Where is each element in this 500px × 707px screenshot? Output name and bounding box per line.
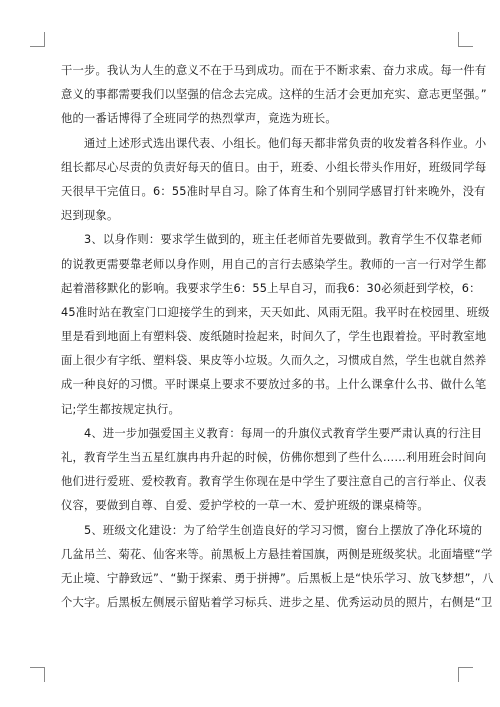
crop-mark-bottom-right <box>458 667 473 682</box>
text-line: 45准时站在教室门口迎接学生的到来，天天如此、风雨无阻。我平时在校园里、班级 <box>61 305 490 319</box>
section-heading-line: 5、班级文化建设：为了给学生创造良好的学习习惯，窗台上摆放了净化环境的 <box>84 523 483 537</box>
section-heading-line: 4、进一步加强爱国主义教育：每周一的升旗仪式教育学生要严肃认真的行注目 <box>84 426 483 440</box>
text-line: 迟到现象。 <box>61 209 119 223</box>
text-line: 几盆吊兰、菊花、仙客来等。前黑板上方悬挂着国旗，两侧是班级奖状。北面墙壁“学 <box>61 547 493 561</box>
text-line: 他的一番话博得了全班同学的热烈掌声，竟选为班长。 <box>61 112 337 126</box>
text-line: 无止境、宁静致远”、“勤于探索、勇于拼搏”。后黑板上是“快乐学习、放飞梦想”，八 <box>61 571 494 585</box>
text-line: 里是看到地面上有塑料袋、废纸随时捡起来，时间久了，学生也跟着捡。平时教室地 <box>61 330 487 344</box>
section-heading-line: 3、以身作则：要求学生做到的，班主任老师首先要做到。教育学生不仅靠老师 <box>84 233 483 247</box>
crop-mark-top-right <box>458 32 473 47</box>
text-line: 天很早干完值日。6：55准时早自习。除了体育生和个别同学感冒打针来晚外，没有 <box>61 184 486 198</box>
text-line: 礼，教育学生当五星红旗冉冉升起的时候，仿佛你想到了些什么……利用班会时间向 <box>61 451 487 464</box>
document-body <box>61 59 494 615</box>
text-line: 仪容，要做到自尊、自爱、爱护学校的一草一木、爱护班级的课桌椅等。 <box>61 499 429 513</box>
text-line: 他们进行爱班、爱校教育。教育学生你现在是中学生了要注意自己的言行举止、仪表 <box>61 475 487 489</box>
text-line: 面上很少有字纸、塑料袋、果皮等小垃圾。久而久之，习惯成自然，学生也就自然养 <box>61 354 487 368</box>
text-line: 干一步。我认为人生的意义不在于马到成功。而在于不断求索、奋力求成。每一件有 <box>61 64 487 77</box>
text-line: 记;学生都按规定执行。 <box>61 402 180 416</box>
text-line: 成一种良好的习惯。平时课桌上要求不要放过多的书。上什么课拿什么书、做什么笔 <box>61 378 487 392</box>
text-line: 组长都尽心尽责的负责好每天的值日。由于，班委、小组长带头作用好，班级同学每 <box>61 160 487 174</box>
paragraph-start-line: 通过上述形式选出课代表、小组长。他们每天都非常负责的收发着各科作业。小 <box>84 136 487 150</box>
crop-mark-top-left <box>30 32 45 47</box>
text-line: 意义的事都需要我们以坚强的信念去完成。这样的生活才会更加充实、意志更坚强。” <box>61 88 487 102</box>
text-line: 个大字。后黑板左侧展示留贴着学习标兵、进步之星、优秀运动员的照片，右侧是“卫 <box>61 596 493 610</box>
text-line: 起着潜移默化的影响。我要求学生6：55上早自习，而我6：30必须赶到学校，6： <box>61 281 481 295</box>
text-line: 的说教更需要靠老师以身作则，用自己的言行去感染学生。教师的一言一行对学生都 <box>61 257 487 271</box>
crop-mark-bottom-left <box>30 667 45 682</box>
